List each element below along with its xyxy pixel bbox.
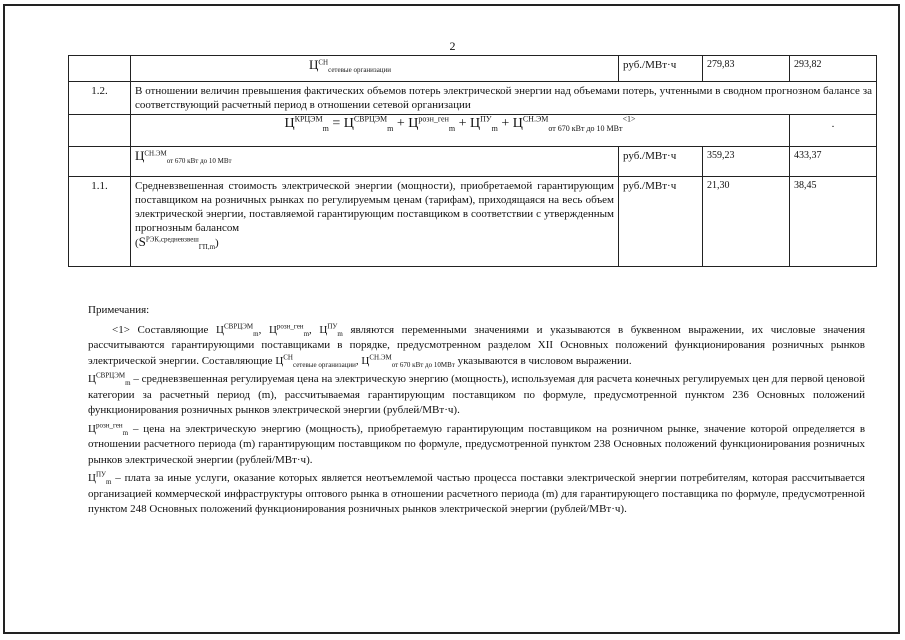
note-symbol: $Ц^{СН.ЭМ}_{от 670 кВт до 10МВт}$ bbox=[361, 352, 455, 369]
table-row bbox=[69, 115, 877, 147]
row-number-cell: 1.1. bbox=[69, 177, 131, 267]
notes-heading: Примечания: bbox=[88, 304, 150, 316]
symbol-cell bbox=[131, 147, 619, 177]
note-symbol: $Ц^{розн\_ген}_m$ bbox=[88, 420, 129, 437]
symbol: $(S^{РЭК,средневзвеш}_{ГП,m})$ bbox=[135, 234, 219, 252]
formula-term: $Ц^{ПУ}_m$ bbox=[470, 114, 498, 133]
value-cell: 359,23 bbox=[703, 147, 790, 177]
row-description: В отношении величин превышения фактических объемов потерь электрической энергии над объемами потерь, учтенными в сводном прогнозном балансе за соответствующий расчетный период в отношении сетевой организации bbox=[131, 82, 877, 115]
symbol-main: Ц bbox=[135, 148, 145, 163]
notes-section bbox=[88, 303, 865, 518]
value-cell: 21,30 bbox=[703, 177, 790, 267]
formula-operator: + bbox=[501, 116, 510, 131]
unit-cell: руб./МВт·ч bbox=[619, 56, 703, 82]
symbol-sub: сетевые организации bbox=[328, 66, 392, 75]
formula-term: $Ц^{розн\_ген}_m$ bbox=[408, 114, 456, 133]
note-symbol: $Ц^{ПУ}_m$ bbox=[319, 321, 343, 338]
table-row bbox=[69, 177, 877, 267]
formula-operator: + bbox=[458, 116, 467, 131]
table-row bbox=[69, 82, 877, 115]
value-cell: 279,83 bbox=[703, 56, 790, 82]
note-3: $Ц^{розн\_ген}_m$ – цена на электрическую энергию (мощность), приобретаемую гарантирующим поставщиком на розничном рынке, значение которой определяется в отношении расчетного периода (m) гарантирующим поставщиком по формуле, предусмотренной пунктом 238 Основных положений функционирования розничных рынков электрической энергии (рублей/МВт·ч). bbox=[88, 420, 866, 466]
symbol-sup: СН bbox=[318, 58, 329, 67]
row-description: Средневзвешенная стоимость электрической энергии (мощности), приобретаемой гарантирующим поставщиком на розничных рынках по регулируемым ценам (тарифам), приходящаяся на весь объем электрической энергии, поставляемой гарантирующим поставщиком в соответствии с утвержденным прогнозным балансом bbox=[135, 180, 614, 234]
note-4: $Ц^{ПУ}_m$ – плата за иные услуги, оказание которых является неотъемлемой частью процесса поставки электрической энергии потребителям, которая рассчитывается организацией коммерческой инфраструктуры оптового рынка в отношении расчетного периода (m) для гарантирующего поставщика по формуле, предусмотренной пунктом 248 Основных положений функционирования розничных рынков электрической энергии (рублей/МВт·ч). bbox=[88, 470, 865, 515]
footnote-ref: <1> bbox=[622, 114, 636, 124]
symbol-cell bbox=[131, 56, 619, 82]
unit-cell: руб./МВт·ч bbox=[619, 177, 703, 267]
formula-term: $Ц^{КРЦЭМ}_m$ bbox=[284, 114, 329, 133]
formula-term: $Ц^{СН.ЭМ}_{от 670 кВт до 10 МВт}$ bbox=[512, 114, 623, 133]
value-cell: 38,45 bbox=[790, 177, 877, 267]
formula-operator: + bbox=[396, 116, 405, 131]
value-cell: 433,37 bbox=[790, 147, 877, 177]
formula-term: $Ц^{СВРЦЭМ}_m$ bbox=[343, 114, 394, 133]
note-2: $Ц^{СВРЦЭМ}_m$ – средневзвешенная регулируемая цена на электрическую энергию (мощность), используемая для расчета конечных регулируемых цен для первой ценовой категории за расчетный период (m), рассчитываемая гарантирующим поставщиком по формуле, предусмотренной пунктом 236 Основных положений функционирования розничных рынков электрической энергии (рублей/МВт·ч). bbox=[88, 371, 865, 416]
row-number-cell bbox=[69, 56, 131, 82]
value-cell: 293,82 bbox=[790, 56, 877, 82]
formula-operator: = bbox=[332, 116, 341, 131]
symbol-sup: СН.ЭМ bbox=[144, 149, 167, 158]
table-row bbox=[69, 56, 877, 82]
note-symbol: $Ц^{СВРЦЭМ}_m$ bbox=[216, 321, 259, 338]
row-description-cell bbox=[131, 177, 619, 267]
value-cell: . bbox=[790, 115, 877, 147]
note-symbol: $Ц^{розн\_ген}_m$ bbox=[268, 321, 310, 338]
page-number: 2 bbox=[449, 39, 456, 53]
tariff-table bbox=[68, 55, 877, 267]
formula-cell bbox=[131, 115, 790, 147]
row-number-cell bbox=[69, 147, 131, 177]
unit-cell: руб./МВт·ч bbox=[619, 147, 703, 177]
row-number-cell: 1.2. bbox=[69, 82, 131, 115]
note-1: <1> Составляющие $Ц^{СВРЦЭМ}_m$, $Ц^{розн\_ген}_m$, $Ц^{ПУ}_m$ являются переменными значениями и указываются в буквенном выражении, их числовые значения рассчитываются гарантирующими поставщиками в порядке, предусмотренном разделом XII Основных положений функционирования розничных рынков электрической энергии. Составляющие $Ц^{СН}_{сетевые организации}$, $Ц^{СН.ЭМ}_{от 670 кВт до 10МВт}$ указываются в числовом выражении. bbox=[88, 321, 866, 369]
note-symbol: $Ц^{ПУ}_m$ bbox=[88, 470, 112, 487]
table-row bbox=[69, 147, 877, 177]
row-number-cell bbox=[69, 115, 131, 147]
symbol-main: Ц bbox=[309, 57, 319, 72]
note-symbol: $Ц^{СВРЦЭМ}_m$ bbox=[88, 371, 131, 388]
symbol-sub: от 670 кВт до 10 МВт bbox=[166, 157, 232, 166]
note-symbol: $Ц^{СН}_{сетевые организации}$ bbox=[275, 352, 356, 369]
